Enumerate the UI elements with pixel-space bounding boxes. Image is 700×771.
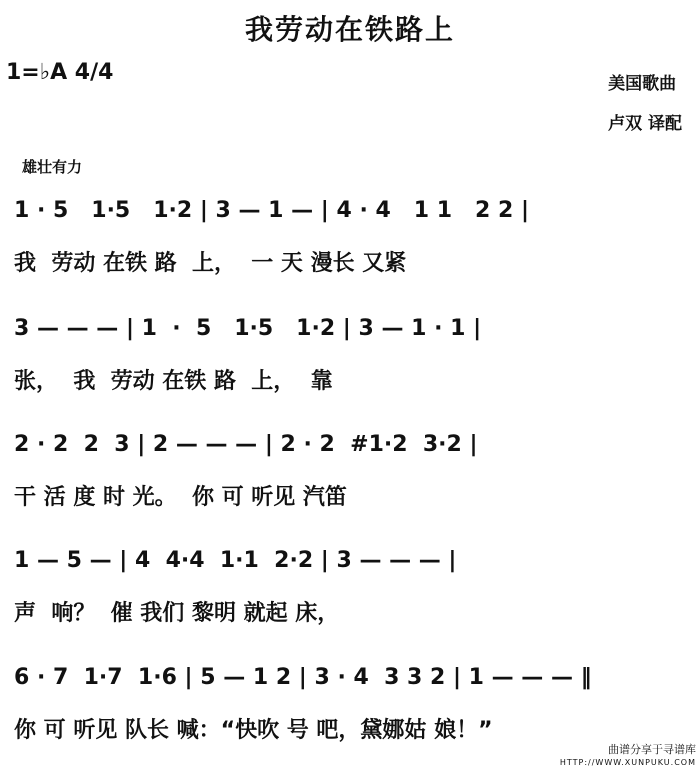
tempo-marking: 雄壮有力 (22, 158, 83, 176)
credits (608, 64, 682, 144)
page-title: 我劳动在铁路上 (244, 13, 455, 46)
watermark-url: HTTP://WWW.XUNPUKU.COM (559, 758, 696, 767)
lyric-line-3: 干 活 度 时 光。 你 可 听见 汽笛 (14, 485, 347, 510)
watermark-site: 曲谱分享于寻谱库 (608, 743, 696, 756)
notation-line-2: 3 — — — | 1 · 5 1·5 1·2 | 3 — 1 · 1 | (14, 316, 482, 341)
notation-line-3: 2 · 2 2 3 | 2 — — — | 2 · 2 #1·2 3·2 | (14, 432, 478, 457)
lyric-line-1: 我 劳动 在铁 路 上， 一 天 漫长 又紧 (14, 251, 407, 276)
notation-line-1: 1 · 5 1·5 1·2 | 3 — 1 — | 4 · 4 1 1 2 2 | (14, 198, 529, 223)
lyric-line-4: 声 响？ 催 我们 黎明 就起 床， (14, 601, 340, 626)
notation-line-4: 1 — 5 — | 4 4·4 1·1 2·2 | 3 — — — | (14, 548, 457, 573)
lyric-line-5: 你 可 听见 队长 喊：“快吹 号 吧，黛娜姑 娘！” (14, 718, 493, 743)
credit-translator: 卢双 译配 (608, 114, 682, 134)
credit-origin: 美国歌曲 (608, 74, 677, 94)
notation-line-5: 6 · 7 1·7 1·6 | 5 — 1 2 | 3 · 4 3 3 2 | 1 — — — ‖ (14, 665, 592, 690)
lyric-line-2: 张， 我 劳动 在铁 路 上， 靠 (14, 369, 333, 394)
watermark (560, 743, 696, 769)
key-signature: 1=♭A 4/4 (6, 60, 114, 85)
